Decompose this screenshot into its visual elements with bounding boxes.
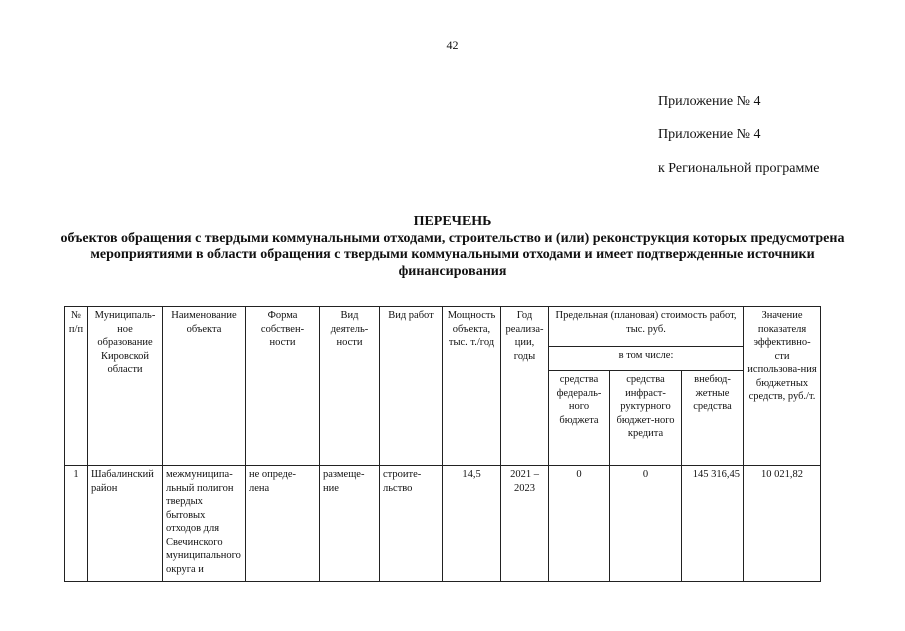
cell-object-name: межмуниципа-льный полигон твердых бытовых отходов для Свечинского муниципального округа и bbox=[163, 466, 246, 582]
cell-num: 1 bbox=[65, 466, 88, 582]
cell-efficiency: 10 021,82 bbox=[744, 466, 821, 582]
header-max-cost: Предельная (плановая) стоимость работ, тыс. руб. bbox=[549, 307, 744, 347]
appendix-program-reference: к Региональной программе bbox=[658, 161, 820, 176]
appendix-label-repeat: Приложение № 4 bbox=[658, 127, 761, 142]
objects-table bbox=[64, 306, 821, 582]
table-header-row bbox=[65, 307, 821, 347]
appendix-label: Приложение № 4 bbox=[658, 94, 761, 109]
cell-capacity: 14,5 bbox=[443, 466, 501, 582]
document-title-block bbox=[40, 214, 865, 280]
header-ownership: Форма собствен-ности bbox=[246, 307, 320, 466]
document-title: ПЕРЕЧЕНЬ bbox=[413, 214, 492, 229]
cell-activity: размеще-ние bbox=[320, 466, 380, 582]
cell-municipality: Шабалинский район bbox=[88, 466, 163, 582]
cell-ownership: не опреде-лена bbox=[246, 466, 320, 582]
page-number: 42 bbox=[446, 38, 459, 52]
header-efficiency: Значение показателя эффективно-сти использова-ния бюджетных средств, руб./т. bbox=[744, 307, 821, 466]
header-federal-budget: средства федераль-ного бюджета bbox=[549, 371, 610, 466]
header-offbudget: внебюд-жетные средства bbox=[682, 371, 744, 466]
header-year: Год реализа-ции, годы bbox=[501, 307, 549, 466]
cell-federal-budget: 0 bbox=[549, 466, 610, 582]
header-object-name: Наименование объекта bbox=[163, 307, 246, 466]
header-infrastructure-credit: средства инфраст-руктурного бюджет-ного кредита bbox=[610, 371, 682, 466]
header-work-type: Вид работ bbox=[380, 307, 443, 466]
header-activity: Вид деятель-ности bbox=[320, 307, 380, 466]
table-row bbox=[65, 466, 821, 582]
cell-infrastructure-credit: 0 bbox=[610, 466, 682, 582]
document-subtitle: объектов обращения с твердыми коммунальными отходами, строительство и (или) реконструкция которых предусмотрена мероприятиями в области обращения с твердыми коммунальными отходами и имеет подтвержденные источники финансирования bbox=[60, 230, 845, 279]
header-num: № п/п bbox=[65, 307, 88, 466]
header-including: в том числе: bbox=[549, 347, 744, 371]
cell-offbudget: 145 316,45 bbox=[682, 466, 744, 582]
cell-year: 2021 – 2023 bbox=[501, 466, 549, 582]
header-capacity: Мощность объекта, тыс. т./год bbox=[443, 307, 501, 466]
cell-work-type: строите-льство bbox=[380, 466, 443, 582]
header-municipality: Муниципаль-ное образование Кировской области bbox=[88, 307, 163, 466]
